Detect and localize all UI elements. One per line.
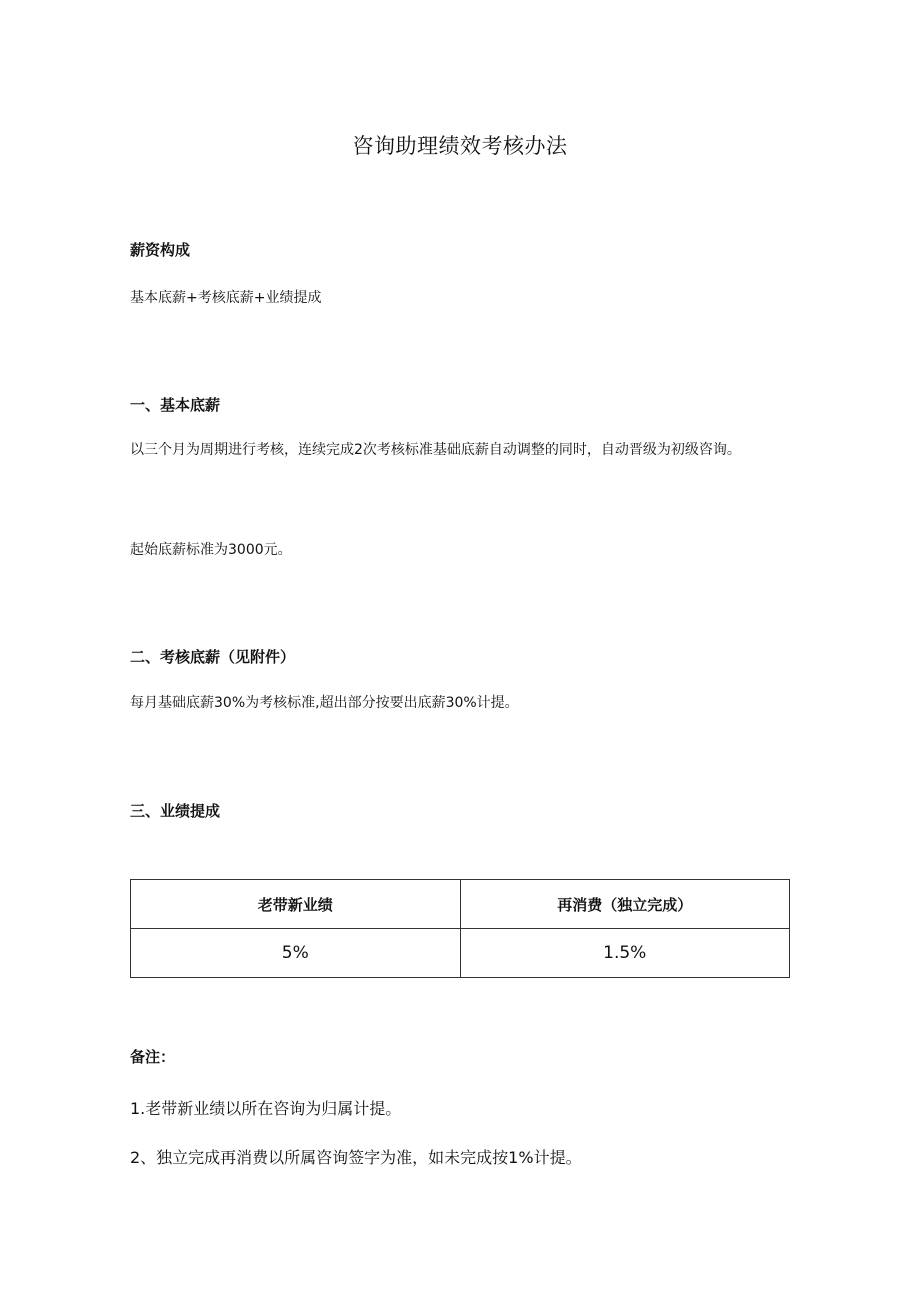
document-title: 咨询助理绩效考核办法: [352, 134, 568, 158]
commission-table: [130, 879, 790, 978]
table-cell: 5%: [131, 929, 461, 978]
section-assessment-salary-paragraph: 每月基础底薪30%为考核标准,超出部分按要出底薪30%计提。: [130, 695, 519, 711]
table-cell: 1.5%: [460, 929, 790, 978]
table-row: [131, 929, 790, 978]
section-base-salary-heading: 一、基本底薪: [130, 396, 221, 414]
notes-heading: 备注：: [130, 1048, 176, 1066]
section-base-salary-paragraph: 以三个月为周期进行考核，连续完成2次考核标准基础底薪自动调整的同时，自动晋级为初级咨询。: [130, 442, 741, 458]
table-header-row: [131, 880, 790, 929]
salary-structure-formula: 基本底薪+考核底薪+业绩提成: [130, 290, 322, 306]
section-commission-heading: 三、业绩提成: [130, 802, 221, 820]
note-item: 2、独立完成再消费以所属咨询签字为准，如未完成按1%计提。: [130, 1148, 582, 1167]
table-header-cell: 老带新业绩: [131, 880, 461, 929]
section-assessment-salary-heading: 二、考核底薪（见附件）: [130, 648, 296, 666]
salary-structure-heading: 薪资构成: [130, 241, 191, 259]
table-header-cell: 再消费（独立完成）: [460, 880, 790, 929]
section-base-salary-start: 起始底薪标准为3000元。: [130, 542, 292, 558]
note-item: 1.老带新业绩以所在咨询为归属计提。: [130, 1099, 402, 1118]
